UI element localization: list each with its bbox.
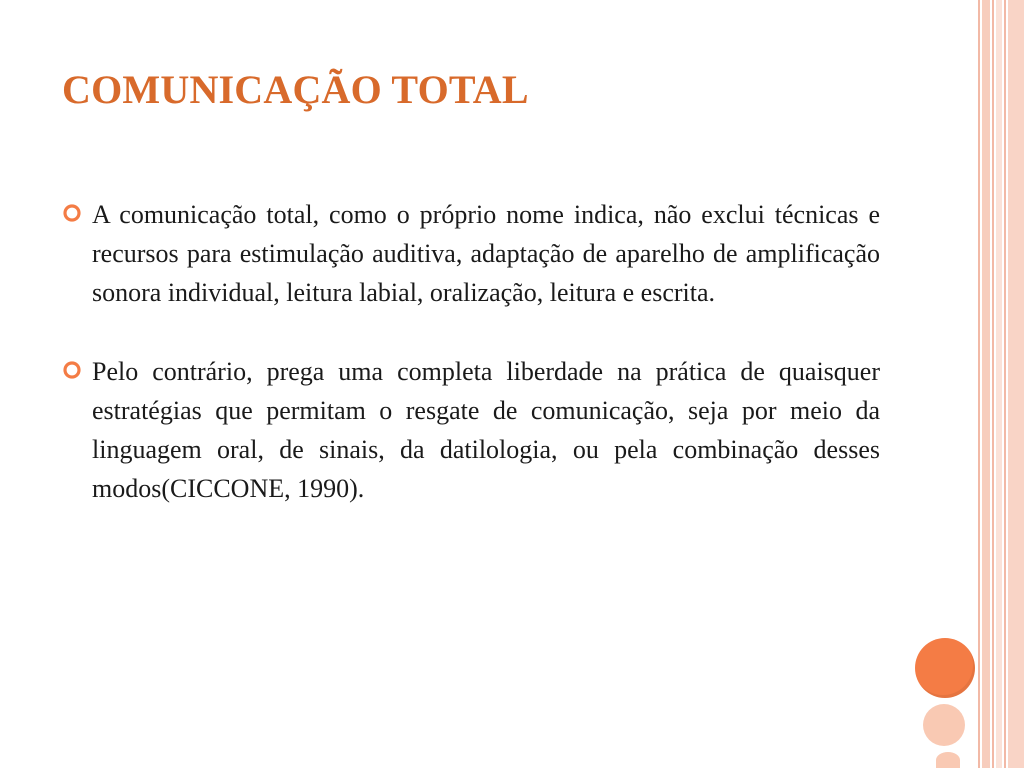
decorative-stripe	[1004, 0, 1006, 768]
slide-title: COMUNICAÇÃO TOTAL	[62, 67, 529, 112]
bullet-list	[62, 195, 880, 508]
decorative-stripe	[992, 0, 994, 768]
decorative-circle-peach	[936, 752, 960, 768]
bullet-text: Pelo contrário, prega uma completa liberdade na prática de quaisquer estratégias que permitam o resgate de comunicação, seja por meio da linguagem oral, de sinais, da datilologia, ou pela combinação desses modos(CICCONE, 1990).	[92, 357, 880, 503]
ring-bullet-icon	[62, 360, 82, 380]
bullet-item	[62, 195, 880, 312]
decorative-stripe	[978, 0, 980, 768]
ring-bullet-icon	[62, 203, 82, 223]
decorative-stripe	[982, 0, 990, 768]
decorative-stripe	[996, 0, 1002, 768]
decorative-stripe	[1008, 0, 1024, 768]
decorative-circle-orange	[915, 638, 975, 698]
decorative-circle-peach	[923, 704, 965, 746]
bullet-item	[62, 352, 880, 508]
bullet-text: A comunicação total, como o próprio nome indica, não exclui técnicas e recursos para estimulação auditiva, adaptação de aparelho de amplificação sonora individual, leitura labial, oralização, leitura e escrita.	[92, 200, 880, 307]
